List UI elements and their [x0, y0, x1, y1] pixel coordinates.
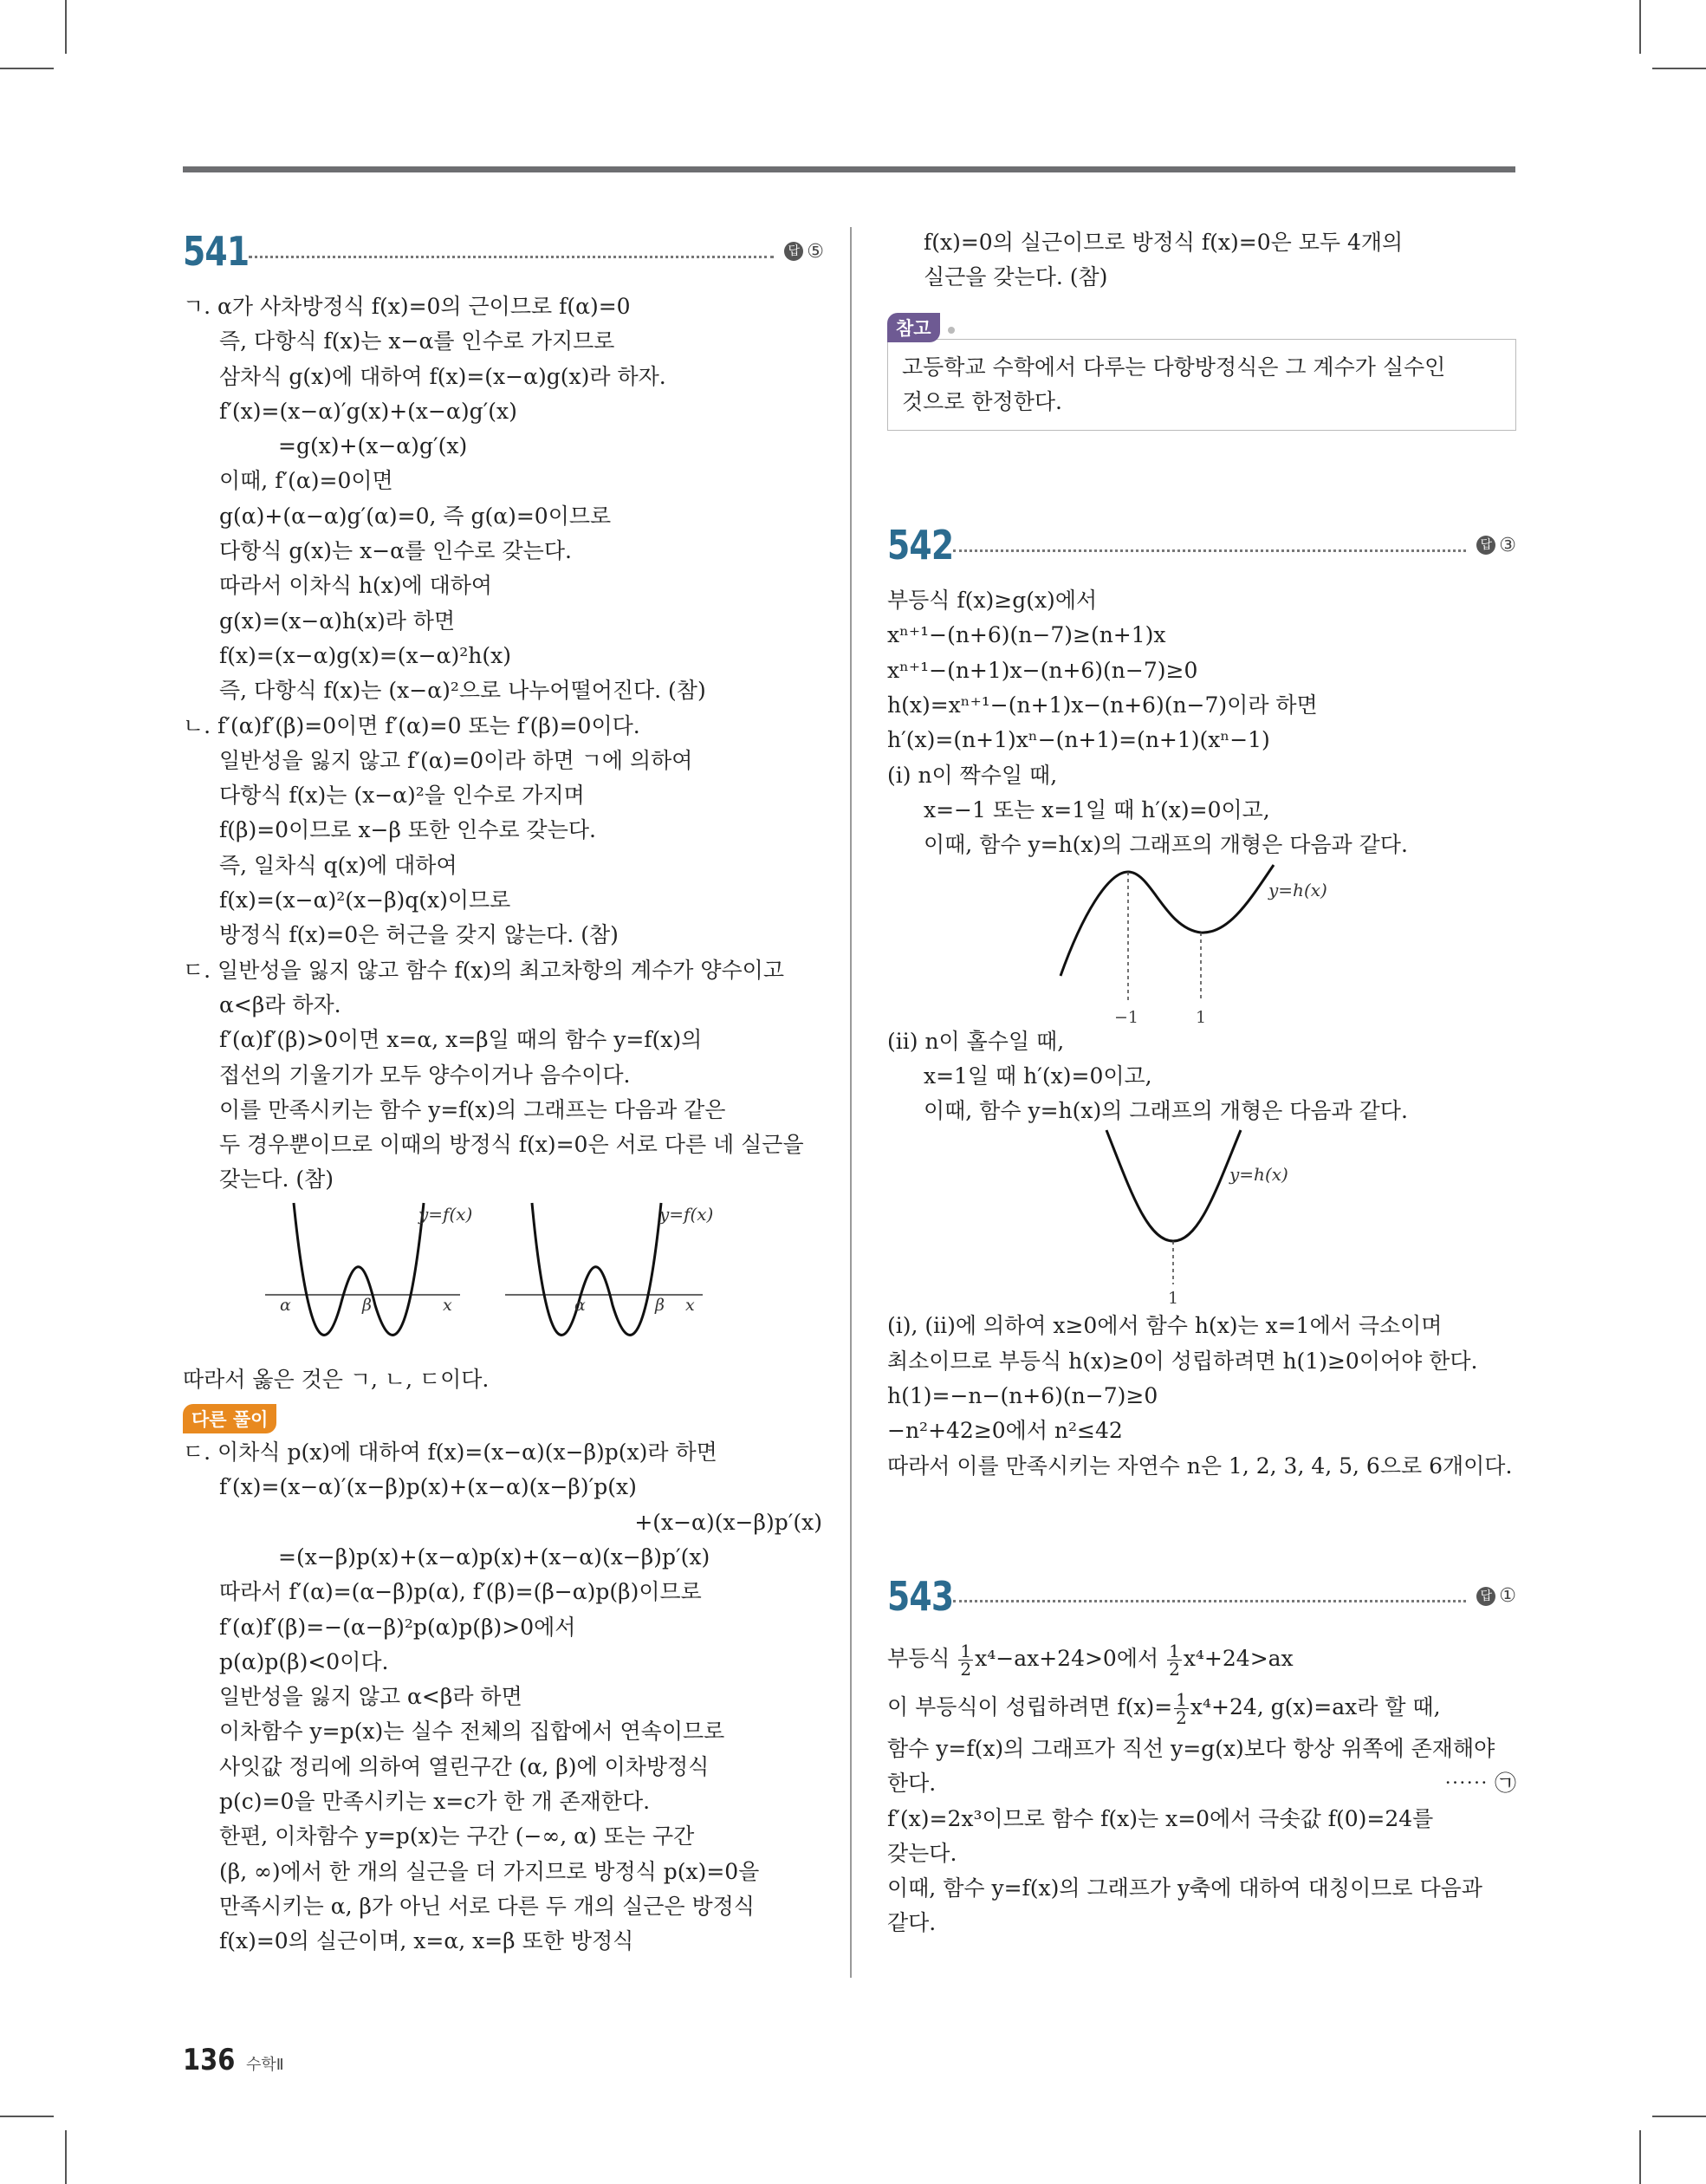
crop-mark [1639, 0, 1641, 54]
solution-line: 접선의 기울기가 모두 양수이거나 음수이다. [219, 1062, 631, 1088]
solution-line: f(x)=(x−α)²(x−β)q(x)이므로 [219, 887, 511, 913]
fraction [1174, 1688, 1189, 1728]
solution-line: =(x−β)p(x)+(x−α)p(x)+(x−α)(x−β)p′(x) [278, 1544, 710, 1570]
solution-line: h′(x)=(n+1)xⁿ−(n+1)=(n+1)(xⁿ−1) [887, 727, 1270, 753]
solution-line: xⁿ⁺¹−(n+6)(n−7)≥(n+1)x [887, 622, 1166, 648]
quartic-curve [294, 1203, 424, 1335]
answer-badge-icon: 답 [1476, 1587, 1495, 1606]
denominator: 2 [1169, 1658, 1180, 1680]
cubic-curve [1061, 865, 1274, 976]
solution-line: f′(x)=(x−α)′(x−β)p(x)+(x−α)(x−β)′p(x) [219, 1474, 637, 1500]
solution-line: p(c)=0을 만족시키는 x=c가 한 개 존재한다. [219, 1788, 651, 1814]
solution-line: ㄴ. f′(α)f′(β)=0이면 f′(α)=0 또는 f′(β)=0이다. [183, 712, 640, 738]
subject-label: 수학Ⅱ [245, 2056, 284, 2074]
solution-line: 즉, 다항식 f(x)는 (x−α)²으로 나누어떨어진다. (참) [219, 678, 706, 704]
crop-mark [1652, 68, 1706, 69]
answer-badge-icon: 답 [1476, 536, 1495, 555]
numerator: 1 [1176, 1688, 1187, 1710]
solution-line: 일반성을 잃지 않고 f′(α)=0이라 하면 ㄱ에 의하여 [219, 747, 693, 773]
crop-mark [65, 2130, 67, 2184]
solution-line: (β, ∞)에서 한 개의 실근을 더 가지므로 방정식 p(x)=0을 [219, 1858, 760, 1884]
problem-number: 543 [887, 1572, 954, 1620]
x-axis-label: x [443, 1295, 452, 1315]
quartic-curve [532, 1203, 661, 1335]
solution-line: 즉, 일차식 q(x)에 대하여 [219, 852, 457, 878]
solution-542b [887, 1024, 1516, 1129]
alt-solution-541 [183, 1435, 824, 1959]
solution-line: x=−1 또는 x=1일 때 h′(x)=0이고, [924, 796, 1270, 822]
solution-line: 갖는다. [887, 1840, 957, 1866]
problem-543-header [887, 1570, 1516, 1622]
leader-dots [953, 549, 1466, 552]
denominator: 2 [960, 1658, 972, 1680]
solution-line: f′(α)f′(β)=−(α−β)²p(α)p(β)>0에서 [219, 1614, 576, 1640]
alt-tag-row [183, 1404, 824, 1435]
solution-line: ㄱ. α가 사차방정식 f(x)=0의 근이므로 f(α)=0 [183, 294, 631, 319]
left-column [183, 225, 824, 1959]
answer-value: ① [1499, 1585, 1516, 1608]
solution-line [887, 1683, 1516, 1732]
page-footer [183, 2043, 284, 2077]
numerator: 1 [960, 1640, 972, 1661]
note-line: 것으로 한정한다. [902, 388, 1062, 414]
answer-badge-icon: 답 [784, 242, 803, 261]
note-line: 고등학교 수학에서 다루는 다항방정식은 그 계수가 실수인 [902, 354, 1446, 380]
solution-line: 한편, 이차함수 y=p(x)는 구간 (−∞, α) 또는 구간 [219, 1823, 695, 1849]
solution-line: 삼차식 g(x)에 대하여 f(x)=(x−α)g(x)라 하자. [219, 363, 666, 389]
solution-line: h(x)=xⁿ⁺¹−(n+1)x−(n+6)(n−7)이라 하면 [887, 692, 1318, 718]
beta-label: β [362, 1295, 372, 1315]
solution-line: f(x)=0의 실근이므로 방정식 f(x)=0은 모두 4개의 [924, 230, 1404, 255]
note-tag: 참고 [887, 313, 940, 342]
column-divider [850, 227, 852, 1978]
answer-value: ③ [1499, 534, 1516, 556]
solution-line [887, 1635, 1516, 1683]
continued-541 [887, 225, 1516, 296]
crop-mark [0, 2116, 54, 2117]
solution-541 [183, 289, 824, 1198]
curve-label: y=h(x) [1268, 879, 1327, 900]
solution-line: 다항식 f(x)는 (x−α)²을 인수로 가지며 [219, 783, 585, 809]
solution-line: ㄷ. 일반성을 잃지 않고 함수 f(x)의 최고차항의 계수가 양수이고 [183, 957, 784, 983]
solution-line: 이를 만족시키는 함수 y=f(x)의 그래프는 다음과 같은 [219, 1096, 726, 1122]
solution-line: g(x)=(x−α)h(x)라 하면 [219, 608, 456, 634]
solution-line: 함수 y=f(x)의 그래프가 직선 y=g(x)보다 항상 위쪽에 존재해야 [887, 1735, 1495, 1761]
h-graph-even-svg [887, 863, 1516, 1024]
quartic-graphs [183, 1201, 824, 1357]
quartic-graphs-svg [183, 1201, 824, 1357]
answer-value: ⑤ [807, 240, 824, 263]
solution-line: 이때, 함수 y=h(x)의 그래프의 개형은 다음과 같다. [924, 832, 1408, 858]
note-dot-icon [948, 327, 955, 334]
solution-543 [887, 1635, 1516, 1941]
answer [1476, 535, 1516, 556]
solution-line: 방정식 f(x)=0은 허근을 갖지 않는다. (참) [219, 922, 619, 948]
tick-label: −1 [1114, 1007, 1139, 1024]
solution-line: xⁿ⁺¹−(n+1)x−(n+6)(n−7)≥0 [887, 657, 1198, 683]
curve-label: y=f(x) [659, 1203, 714, 1225]
solution-line: (ⅱ) n이 홀수일 때, [887, 1028, 1065, 1054]
solution-line: 다항식 g(x)는 x−α를 인수로 갖는다. [219, 538, 572, 564]
curve-label: y=h(x) [1229, 1164, 1288, 1186]
crop-mark [65, 0, 67, 54]
solution-line: 두 경우뿐이므로 이때의 방정식 f(x)=0은 서로 다른 네 실근을 [219, 1132, 804, 1158]
solution-line: +(x−α)(x−β)p′(x) [634, 1509, 822, 1535]
beta-label: β [655, 1295, 665, 1315]
solution-line: f(x)=(x−α)g(x)=(x−α)²h(x) [219, 642, 511, 668]
note-tag-row [887, 313, 1516, 339]
numerator: 1 [1169, 1640, 1180, 1661]
solution-line: α<β라 하자. [219, 991, 341, 1017]
solution-line: f′(x)=(x−α)′g(x)+(x−α)g′(x) [219, 398, 517, 424]
problem-number: 541 [183, 228, 250, 275]
text-run: 한다. [887, 1771, 937, 1797]
solution-line: 이때, 함수 y=f(x)의 그래프가 y축에 대하여 대칭이므로 다음과 [887, 1875, 1482, 1901]
denominator: 2 [1176, 1706, 1187, 1728]
header-rule [183, 166, 1515, 172]
right-column [887, 225, 1516, 1941]
conclusion-541: 따라서 옳은 것은 ㄱ, ㄴ, ㄷ이다. [183, 1366, 490, 1392]
solution-542 [887, 583, 1516, 862]
solution-line: 부등식 f(x)≥g(x)에서 [887, 588, 1098, 614]
solution-line: 따라서 이차식 h(x)에 대하여 [219, 573, 493, 599]
leader-dots [249, 256, 774, 258]
alt-solution-tag: 다른 풀이 [183, 1404, 276, 1433]
solution-line: 이때, f′(α)=0이면 [219, 468, 393, 494]
h-graph-odd [887, 1128, 1516, 1309]
text-run: x⁴−ax+24>0에서 [975, 1645, 1166, 1671]
solution-line: 같다. [887, 1910, 937, 1936]
leader-dots [953, 1600, 1466, 1602]
h-graph-even [887, 863, 1516, 1024]
solution-line [887, 1766, 1516, 1801]
solution-line: 이차함수 y=p(x)는 실수 전체의 집합에서 연속이므로 [219, 1719, 725, 1745]
solution-line: (ⅰ) n이 짝수일 때, [887, 762, 1058, 788]
solution-line: x=1일 때 h′(x)=0이고, [924, 1063, 1152, 1089]
crop-mark [1652, 2116, 1706, 2117]
solution-line: f(x)=0의 실근이며, x=α, x=β 또한 방정식 [219, 1928, 634, 1954]
solution-line: 만족시키는 α, β가 아닌 서로 다른 두 개의 실근은 방정식 [219, 1893, 755, 1919]
text-run: 부등식 [887, 1645, 957, 1671]
solution-line: p(α)p(β)<0이다. [219, 1648, 389, 1674]
tick-label: 1 [1168, 1289, 1179, 1309]
solution-line: f(β)=0이므로 x−β 또한 인수로 갖는다. [219, 817, 596, 843]
problem-541-header [183, 225, 824, 277]
solution-line: 실근을 갖는다. (참) [924, 264, 1108, 290]
tick-label: 1 [1196, 1007, 1207, 1024]
problem-542-header [887, 519, 1516, 571]
solution-line: h(1)=−n−(n+6)(n−7)≥0 [887, 1383, 1158, 1409]
convex-curve [1106, 1130, 1241, 1241]
solution-line: g(α)+(α−α)g′(α)=0, 즉 g(α)=0이므로 [219, 503, 612, 529]
note-box [887, 339, 1516, 432]
solution-line: 따라서 f′(α)=(α−β)p(α), f′(β)=(β−α)p(β)이므로 [219, 1579, 702, 1605]
solution-line: 일반성을 잃지 않고 α<β라 하면 [219, 1684, 522, 1710]
solution-line: 사잇값 정리에 의하여 열린구간 (α, β)에 이차방정식 [219, 1753, 710, 1779]
alpha-label: α [280, 1295, 291, 1315]
crop-mark [1639, 2130, 1641, 2184]
solution-line: 최소이므로 부등식 h(x)≥0이 성립하려면 h(1)≥0이어야 한다. [887, 1348, 1478, 1374]
x-axis-label: x [685, 1295, 695, 1315]
answer [784, 241, 824, 263]
curve-label: y=f(x) [418, 1203, 473, 1225]
fraction [1167, 1642, 1182, 1678]
solution-542c [887, 1309, 1516, 1483]
solution-line: 갖는다. (참) [219, 1167, 334, 1193]
solution-line: f′(x)=2x³이므로 함수 f(x)는 x=0에서 극솟값 f(0)=24를 [887, 1805, 1434, 1831]
answer [1476, 1585, 1516, 1607]
equation-mark: ⋯⋯ ㉠ [1444, 1771, 1516, 1797]
crop-mark [0, 68, 54, 69]
solution-line: ㄷ. 이차식 p(x)에 대하여 f(x)=(x−α)(x−β)p(x)라 하면 [183, 1440, 717, 1466]
text-run: x⁴+24, g(x)=ax라 할 때, [1190, 1693, 1441, 1719]
page-number: 136 [183, 2043, 236, 2077]
problem-number: 542 [887, 522, 954, 569]
text-run: 이 부등식이 성립하려면 f(x)= [887, 1693, 1173, 1719]
fraction [958, 1642, 973, 1678]
h-graph-odd-svg [887, 1128, 1516, 1309]
solution-line: =g(x)+(x−α)g′(x) [278, 433, 468, 459]
solution-line: 이때, 함수 y=h(x)의 그래프의 개형은 다음과 같다. [924, 1098, 1408, 1124]
text-run: x⁴+24>ax [1183, 1645, 1294, 1671]
solution-line: (ⅰ), (ⅱ)에 의하여 x≥0에서 함수 h(x)는 x=1에서 극소이며 [887, 1313, 1443, 1339]
solution-line: 즉, 다항식 f(x)는 x−α를 인수로 가지므로 [219, 328, 615, 354]
solution-line: −n²+42≥0에서 n²≤42 [887, 1418, 1123, 1444]
solution-line: 따라서 이를 만족시키는 자연수 n은 1, 2, 3, 4, 5, 6으로 6개이다. [887, 1453, 1513, 1479]
alpha-label: α [574, 1295, 586, 1315]
solution-line: f′(α)f′(β)>0이면 x=α, x=β일 때의 함수 y=f(x)의 [219, 1027, 703, 1053]
